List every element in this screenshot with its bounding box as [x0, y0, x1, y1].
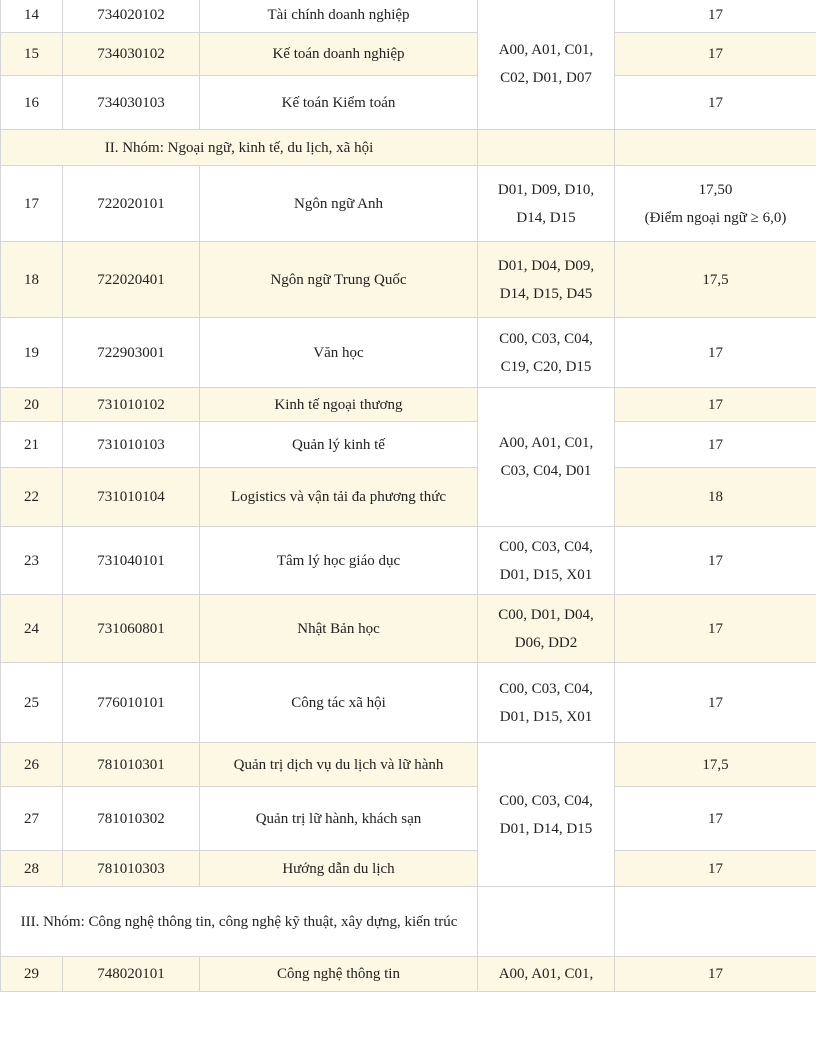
- group-title: III. Nhóm: Công nghệ thông tin, công nghệ kỹ thuật, xây dựng, kiến trúc: [1, 887, 478, 957]
- code-cell: 781010303: [63, 851, 200, 887]
- score-cell: 17: [615, 527, 816, 595]
- major-name-cell: Công tác xã hội: [200, 663, 478, 743]
- major-name-cell: Tài chính doanh nghiệp: [200, 0, 478, 33]
- subject-blocks-cell: C00, C03, C04, D01, D15, X01: [478, 663, 615, 743]
- stt-cell: 22: [1, 468, 63, 527]
- stt-cell: 19: [1, 318, 63, 388]
- major-name-cell: Quản trị lữ hành, khách sạn: [200, 787, 478, 851]
- code-cell: 722020101: [63, 166, 200, 242]
- stt-cell: 18: [1, 242, 63, 318]
- stt-cell: 29: [1, 957, 63, 992]
- major-name-cell: Kế toán doanh nghiệp: [200, 33, 478, 76]
- table-row: [1, 851, 816, 887]
- subject-blocks-cell: D01, D09, D10, D14, D15: [478, 166, 615, 242]
- subject-blocks-cell: A00, A01, C01, C02, D01, D07: [478, 0, 615, 130]
- code-cell: 731010104: [63, 468, 200, 527]
- score-cell: 18: [615, 468, 816, 527]
- table-row: [1, 318, 816, 388]
- stt-cell: 15: [1, 33, 63, 76]
- stt-cell: 16: [1, 76, 63, 130]
- code-cell: 781010301: [63, 743, 200, 787]
- score-cell: 17: [615, 33, 816, 76]
- major-name-cell: Quản lý kinh tế: [200, 422, 478, 468]
- major-name-cell: Công nghệ thông tin: [200, 957, 478, 992]
- table-row: [1, 468, 816, 527]
- major-name-cell: Văn học: [200, 318, 478, 388]
- table-row: [1, 388, 816, 422]
- major-name-cell: Nhật Bản học: [200, 595, 478, 663]
- table-row: [1, 957, 816, 992]
- code-cell: 731010102: [63, 388, 200, 422]
- group-title: II. Nhóm: Ngoại ngữ, kinh tế, du lịch, xã hội: [1, 130, 478, 166]
- major-name-cell: Kế toán Kiểm toán: [200, 76, 478, 130]
- table-row: [1, 743, 816, 787]
- stt-cell: 24: [1, 595, 63, 663]
- code-cell: 781010302: [63, 787, 200, 851]
- subject-blocks-cell: A00, A01, C01,: [478, 957, 615, 992]
- subject-blocks-cell: D01, D04, D09, D14, D15, D45: [478, 242, 615, 318]
- table-row: [1, 663, 816, 743]
- score-cell: 17: [615, 388, 816, 422]
- subject-blocks-cell: C00, C03, C04, C19, C20, D15: [478, 318, 615, 388]
- score-cell: 17,5: [615, 242, 816, 318]
- code-cell: 734020102: [63, 0, 200, 33]
- major-name-cell: Tâm lý học giáo dục: [200, 527, 478, 595]
- subject-blocks-cell: C00, C03, C04, D01, D15, X01: [478, 527, 615, 595]
- empty-cell: [478, 887, 615, 957]
- empty-cell: [615, 887, 816, 957]
- score-cell: 17: [615, 957, 816, 992]
- score-value: 17,50: [698, 181, 733, 198]
- score-cell: 17: [615, 595, 816, 663]
- empty-cell: [615, 130, 816, 166]
- table-row: [1, 0, 816, 33]
- table-row: [1, 595, 816, 663]
- code-cell: 734030102: [63, 33, 200, 76]
- subject-blocks-cell: C00, C03, C04, D01, D14, D15: [478, 743, 615, 887]
- code-cell: 776010101: [63, 663, 200, 743]
- table-row: [1, 76, 816, 130]
- code-cell: 748020101: [63, 957, 200, 992]
- stt-cell: 23: [1, 527, 63, 595]
- score-cell: 17: [615, 0, 816, 33]
- major-name-cell: Hướng dẫn du lịch: [200, 851, 478, 887]
- score-cell: 17: [615, 422, 816, 468]
- score-cell: 17: [615, 76, 816, 130]
- stt-cell: 14: [1, 0, 63, 33]
- stt-cell: 27: [1, 787, 63, 851]
- subject-blocks-cell: A00, A01, C01, C03, C04, D01: [478, 388, 615, 527]
- major-name-cell: Quản trị dịch vụ du lịch và lữ hành: [200, 743, 478, 787]
- code-cell: 722903001: [63, 318, 200, 388]
- table-row: [1, 422, 816, 468]
- major-name-cell: Kinh tế ngoại thương: [200, 388, 478, 422]
- subject-blocks-cell: C00, D01, D04, D06, DD2: [478, 595, 615, 663]
- score-cell: 17: [615, 663, 816, 743]
- table-row: [1, 527, 816, 595]
- score-cell: 17: [615, 787, 816, 851]
- empty-cell: [478, 130, 615, 166]
- table-row: [1, 787, 816, 851]
- stt-cell: 26: [1, 743, 63, 787]
- score-cell: 17: [615, 851, 816, 887]
- code-cell: 734030103: [63, 76, 200, 130]
- score-cell: 17,5: [615, 743, 816, 787]
- major-name-cell: Ngôn ngữ Anh: [200, 166, 478, 242]
- code-cell: 731060801: [63, 595, 200, 663]
- code-cell: 722020401: [63, 242, 200, 318]
- stt-cell: 25: [1, 663, 63, 743]
- stt-cell: 20: [1, 388, 63, 422]
- score-cell: 17: [615, 318, 816, 388]
- stt-cell: 21: [1, 422, 63, 468]
- code-cell: 731040101: [63, 527, 200, 595]
- major-name-cell: Logistics và vận tải đa phương thức: [200, 468, 478, 527]
- table-row: [1, 166, 816, 242]
- stt-cell: 28: [1, 851, 63, 887]
- table-row: [1, 242, 816, 318]
- table-row: [1, 33, 816, 76]
- code-cell: 731010103: [63, 422, 200, 468]
- score-note: (Điểm ngoại ngữ ≥ 6,0): [644, 209, 787, 226]
- stt-cell: 17: [1, 166, 63, 242]
- major-name-cell: Ngôn ngữ Trung Quốc: [200, 242, 478, 318]
- group-header-row: [1, 130, 816, 166]
- score-cell: [615, 166, 816, 242]
- group-header-row: [1, 887, 816, 957]
